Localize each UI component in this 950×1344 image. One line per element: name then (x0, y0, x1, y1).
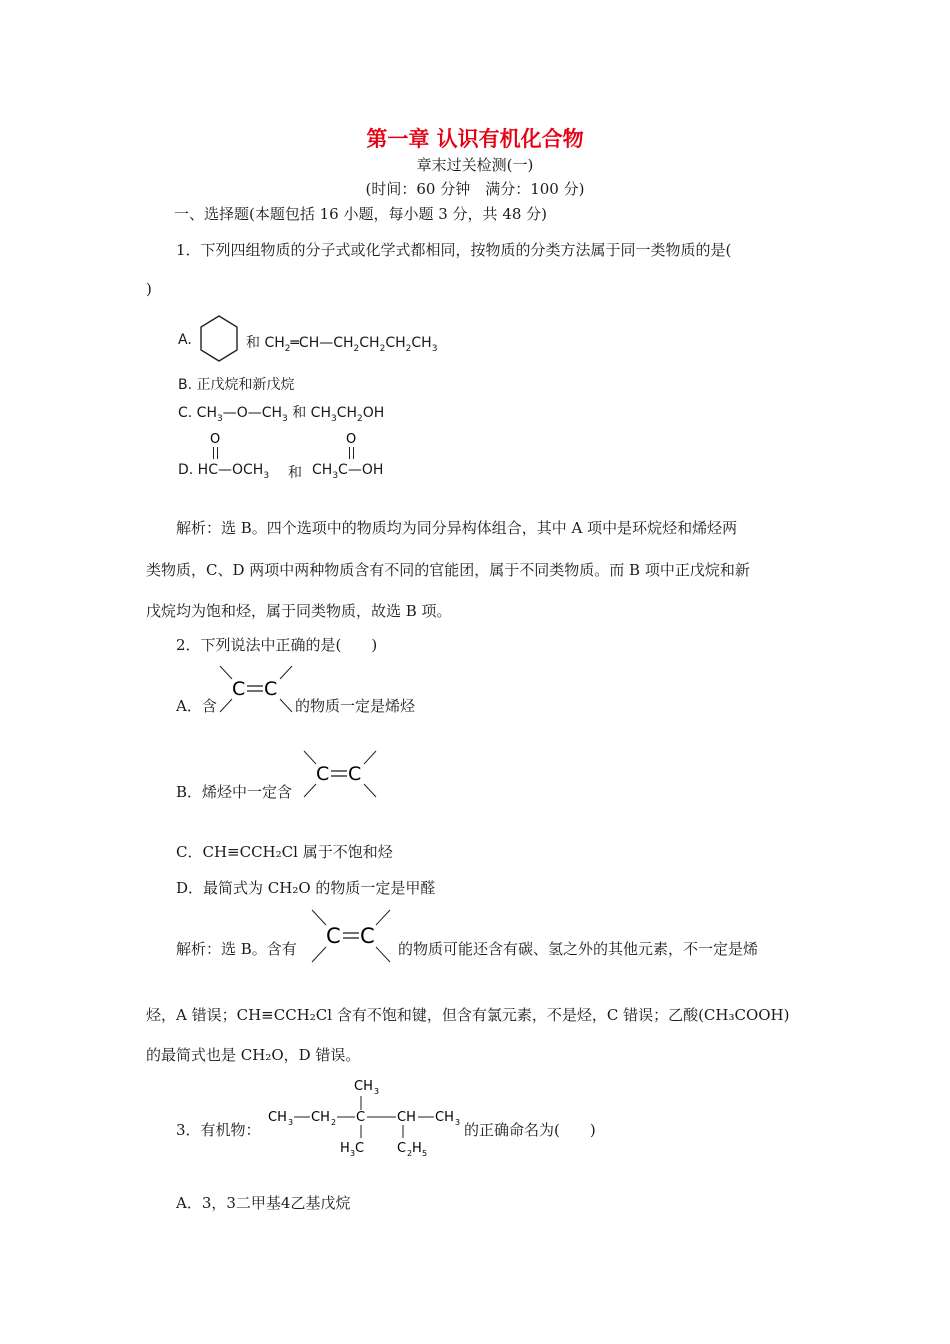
svg-text:3: 3 (350, 1149, 356, 1158)
time-info: (时间：60 分钟 满分：100 分) (365, 180, 585, 198)
q1-analysis-line1: 解析：选 B。四个选项中的物质均为同分异构体组合，其中 A 项中是环烷烃和烯烃两 (176, 519, 738, 537)
q2-analysis-pre: 解析：选 B。含有 (176, 940, 297, 958)
carbonyl-oxygen-2: O (346, 432, 357, 447)
svg-text:2: 2 (407, 1149, 413, 1158)
svg-text:CH: CH (435, 1110, 454, 1125)
q1-analysis-line3: 戊烷均为饱和烃，属于同类物质，故选 B 项。 (146, 602, 452, 620)
svg-text:C: C (316, 763, 330, 785)
svg-text:C: C (264, 678, 278, 700)
cc-double-bond-icon (218, 664, 294, 714)
q3-stem-post: 的正确命名为( ) (464, 1121, 596, 1139)
svg-text:CH: CH (268, 1110, 287, 1125)
svg-text:C: C (397, 1141, 407, 1156)
cc-double-bond-icon (310, 908, 392, 964)
q1-option-a-label: A. (178, 332, 192, 348)
svg-text:H: H (412, 1141, 422, 1156)
q2-option-d: D．最简式为 CH₂O 的物质一定是甲醛 (176, 879, 436, 897)
svg-text:CH: CH (311, 1110, 330, 1125)
q1-option-d-acid: $CH_3C—OH$ (312, 462, 384, 481)
q2-analysis-post: 的物质可能还含有碳、氢之外的其他元素，不一定是烯 (398, 940, 759, 958)
q3-structure (266, 1072, 466, 1164)
svg-text:3: 3 (288, 1118, 294, 1127)
cyclohexane-icon (198, 314, 240, 364)
svg-text:C: C (356, 1110, 366, 1125)
carbonyl-oxygen-1: O (210, 432, 221, 447)
svg-text:3: 3 (374, 1087, 380, 1096)
q2-option-c: C．CH≡CCH₂Cl 属于不饱和烃 (176, 843, 393, 861)
q2-stem: 2．下列说法中正确的是( ) (176, 636, 378, 654)
svg-text:2: 2 (331, 1118, 337, 1127)
q3-option-a: A．3，3二甲基4乙基戊烷 (176, 1194, 351, 1212)
q1-stem: 1．下列四组物质的分子式或化学式都相同，按物质的分类方法属于同一类物质的是( (176, 241, 732, 259)
q1-option-d-and: 和 (288, 465, 302, 481)
q2-option-b-pre: B．烯烃中一定含 (176, 783, 293, 801)
svg-text:C: C (348, 763, 362, 785)
svg-text:C: C (360, 924, 375, 948)
q1-option-c: C. $CH_3—O—CH_3$ 和 $CH_3CH_2OH$ (178, 405, 385, 424)
svg-text:3: 3 (455, 1118, 461, 1127)
svg-text:C: C (232, 678, 246, 700)
page-subtitle: 章末过关检测(一) (416, 156, 534, 174)
svg-text:5: 5 (422, 1149, 428, 1158)
q1-option-a-text: 和 $CH_2═CH—CH_2CH_2CH_2CH_3$ (246, 335, 438, 354)
q2-analysis-line2: 烃，A 错误；CH≡CCH₂Cl 含有不饱和键，但含有氯元素，不是烃，C 错误；乙酸(CH₃COOH) (146, 1006, 790, 1024)
cc-double-bond-icon (302, 749, 378, 799)
q1-stem-end: ) (146, 280, 152, 298)
section-heading: 一、选择题(本题包括 16 小题，每小题 3 分，共 48 分) (174, 205, 548, 223)
svg-text:CH: CH (397, 1110, 416, 1125)
q1-option-d: D. $HC—OCH_3$ (178, 462, 270, 481)
q3-stem-pre: 3．有机物： (176, 1121, 261, 1139)
svg-text:C: C (326, 924, 341, 948)
svg-text:H: H (340, 1141, 350, 1156)
q2-option-a-pre: A．含 (176, 697, 217, 715)
q1-option-b: B. 正戊烷和新戊烷 (178, 377, 295, 393)
q2-analysis-line3: 的最简式也是 CH₂O，D 错误。 (146, 1046, 361, 1064)
svg-text:CH: CH (354, 1079, 373, 1094)
q1-analysis-line2: 类物质，C、D 两项中两种物质含有不同的官能团，属于不同类物质。而 B 项中正戊烷和新 (146, 561, 750, 579)
q2-option-a-post: 的物质一定是烯烃 (295, 697, 416, 715)
svg-text:C: C (355, 1141, 365, 1156)
page-title: 第一章 认识有机化合物 (366, 126, 584, 151)
